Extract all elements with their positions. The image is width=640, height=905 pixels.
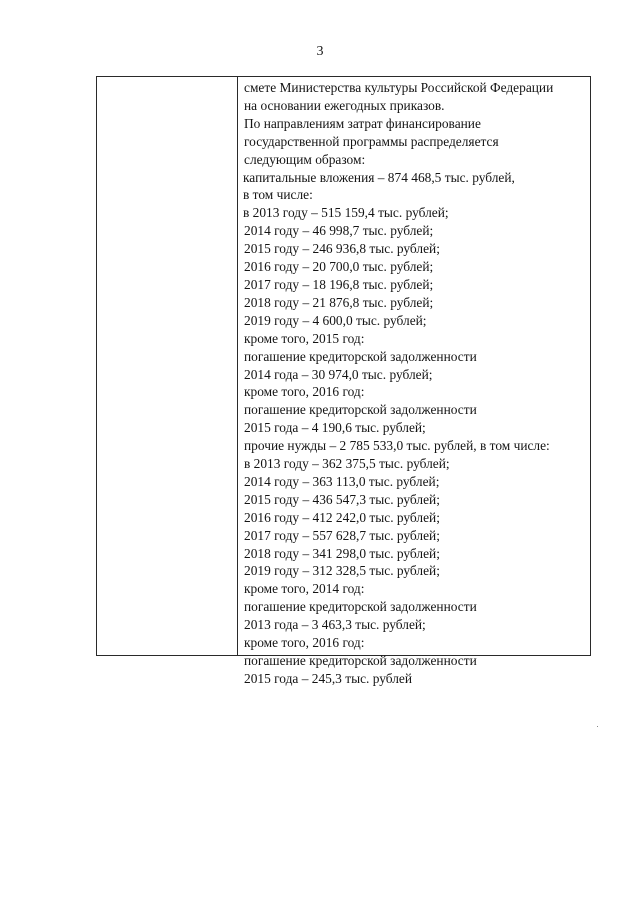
text-line: в том числе:	[243, 187, 313, 203]
text-line: смете Министерства культуры Российской Федерации	[244, 80, 554, 95]
text-line: 2015 года – 245,3 тыс. рублей	[244, 670, 413, 686]
text-line: 2017 году – 18 196,8 тыс. рублей;	[244, 276, 434, 292]
text-line: По направлениям затрат финансирование	[244, 115, 481, 131]
text-line: 2014 году – 46 998,7 тыс. рублей;	[244, 223, 434, 239]
text-line: кроме того, 2014 год:	[244, 581, 365, 597]
text-line: 2018 году – 21 876,8 тыс. рублей;	[244, 294, 434, 310]
text-line: 2016 году – 412 242,0 тыс. рублей;	[244, 509, 440, 525]
text-line: кроме того, 2016 год:	[244, 635, 365, 651]
text-line: кроме того, 2016 год:	[244, 384, 365, 400]
page-number: 3	[316, 44, 324, 59]
text-line: погашение кредиторской задолженности	[244, 653, 477, 668]
table-left-cell	[97, 77, 238, 655]
text-line: кроме того, 2015 год:	[244, 330, 365, 346]
text-line: 2014 года – 30 974,0 тыс. рублей;	[244, 366, 433, 382]
text-line: следующим образом:	[244, 151, 366, 167]
text-line: погашение кредиторской задолженности	[244, 348, 477, 364]
text-line: прочие нужды – 2 785 533,0 тыс. рублей, в том числе:	[244, 438, 550, 454]
text-line: капитальные вложения – 874 468,5 тыс. рублей,	[243, 169, 515, 185]
text-line: 2017 году – 557 628,7 тыс. рублей;	[244, 527, 440, 543]
text-line: на основании ежегодных приказов.	[244, 97, 445, 113]
text-line: 2015 году – 246 936,8 тыс. рублей;	[244, 241, 440, 257]
text-line: в 2013 году – 362 375,5 тыс. рублей;	[244, 456, 450, 472]
text-line: 2015 года – 4 190,6 тыс. рублей;	[244, 420, 426, 436]
text-line: 2018 году – 341 298,0 тыс. рублей;	[244, 545, 440, 561]
document-table	[96, 76, 591, 686]
text-line: государственной программы распределяется	[244, 133, 499, 149]
text-line: погашение кредиторской задолженности	[244, 599, 477, 615]
text-line: 2013 года – 3 463,3 тыс. рублей;	[244, 617, 426, 633]
text-line: 2019 году – 312 328,5 тыс. рублей;	[244, 563, 440, 579]
text-line: 2019 году – 4 600,0 тыс. рублей;	[244, 312, 427, 328]
text-line: 2016 году – 20 700,0 тыс. рублей;	[244, 259, 434, 275]
text-line: в 2013 году – 515 159,4 тыс. рублей;	[243, 205, 449, 221]
scan-speck	[597, 726, 598, 727]
text-line: погашение кредиторской задолженности	[244, 402, 477, 418]
table-right-cell	[242, 79, 586, 688]
text-line: 2014 году – 363 113,0 тыс. рублей;	[244, 473, 440, 489]
text-line: 2015 году – 436 547,3 тыс. рублей;	[244, 491, 440, 507]
